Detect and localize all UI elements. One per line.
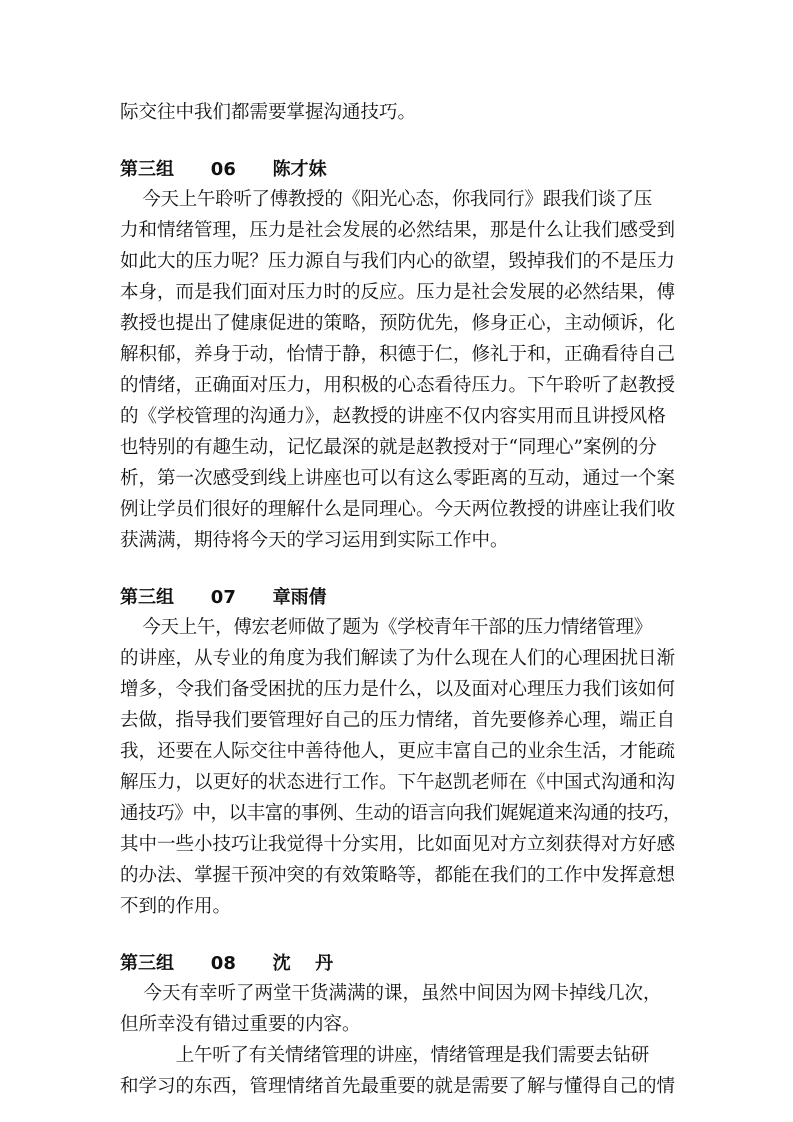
paragraph-line: 的办法、掌握干预冲突的有效策略等，都能在我们的工作中发挥意想 [120, 865, 676, 886]
paragraph-line: 今天上午，傅宏老师做了题为《学校青年干部的压力情绪管理》 [120, 617, 652, 638]
paragraph-line: 的《学校管理的沟通力》，赵教授的讲座不仅内容实用而且讲授风格 [120, 406, 666, 427]
paragraph-line: 增多，令我们备受困扰的压力是什么，以及面对心理压力我们该如何 [120, 679, 676, 700]
section-heading-06: 第三组 06 陈才妹 [120, 159, 327, 180]
paragraph-line: 获满满，期待将今天的学习运用到实际工作中。 [120, 530, 509, 551]
paragraph-line: 也特别的有趣生动，记忆最深的就是赵教授对于“同理心”案例的分 [120, 437, 657, 458]
paragraph-line: 教授也提出了健康促进的策略，预防优先，修身正心，主动倾诉，化 [120, 313, 676, 334]
paragraph-line: 其中一些小技巧让我觉得十分实用，比如面见对方立刻获得对方好感 [120, 834, 676, 855]
paragraph-line: 力和情绪管理，压力是社会发展的必然结果，那是什么让我们感受到 [120, 220, 676, 241]
section-heading-07: 第三组 07 章雨倩 [120, 587, 327, 608]
intro-line: 际交往中我们都需要掌握沟通技巧。 [120, 102, 417, 123]
paragraph-line: 本身，而是我们面对压力时的反应。压力是社会发展的必然结果，傅 [120, 282, 676, 303]
paragraph-line: 和学习的东西，管理情绪首先最重要的就是需要了解与懂得自己的情 [120, 1076, 676, 1097]
paragraph-line: 去做，指导我们要管理好自己的压力情绪，首先要修养心理，端正自 [120, 710, 676, 731]
paragraph-line: 析，第一次感受到线上讲座也可以有这么零距离的互动，通过一个案 [120, 468, 676, 489]
paragraph-line: 解积郁，养身于动，怡情于静，积德于仁，修礼于和，正确看待自己 [120, 344, 676, 365]
paragraph-line: 如此大的压力呢？压力源自与我们内心的欲望，毁掉我们的不是压力 [120, 251, 676, 272]
paragraph-line: 今天上午聆听了傅教授的《阳光心态，你我同行》跟我们谈了压 [120, 189, 652, 210]
paragraph-line: 上午听了有关情绪管理的讲座，情绪管理是我们需要去钻研 [120, 1045, 650, 1066]
section-heading-08: 第三组 08 沈 丹 [120, 953, 334, 974]
paragraph-line: 今天有幸听了两堂干货满满的课，虽然中间因为网卡掉线几次， [120, 983, 662, 1004]
paragraph-line: 但所幸没有错过重要的内容。 [120, 1014, 361, 1035]
paragraph-line: 通技巧》中，以丰富的事例、生动的语言向我们娓娓道来沟通的技巧， [120, 803, 682, 824]
paragraph-line: 不到的作用。 [120, 896, 232, 917]
paragraph-line: 我，还要在人际交往中善待他人，更应丰富自己的业余生活，才能疏 [120, 741, 676, 762]
paragraph-line: 解压力，以更好的状态进行工作。下午赵凯老师在《中国式沟通和沟 [120, 772, 676, 793]
paragraph-line: 例让学员们很好的理解什么是同理心。今天两位教授的讲座让我们收 [120, 499, 676, 520]
paragraph-line: 的讲座，从专业的角度为我们解读了为什么现在人们的心理困扰日渐 [120, 648, 676, 669]
paragraph-line: 的情绪，正确面对压力，用积极的心态看待压力。下午聆听了赵教授 [120, 375, 676, 396]
